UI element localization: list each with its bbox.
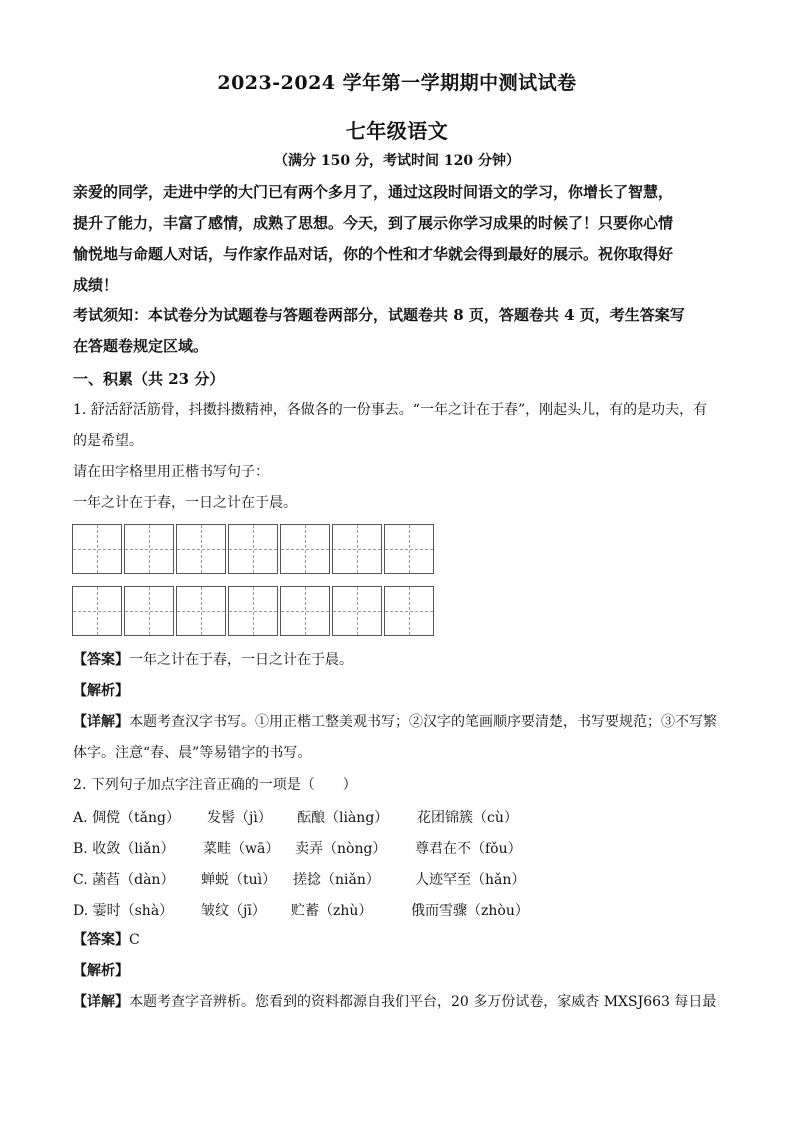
answer-text: 一年之计在于春，一日之计在于晨。 xyxy=(129,652,353,668)
q2-option-a-2: 发髻（jì） xyxy=(207,810,272,826)
detail-label: 【详解】 xyxy=(73,714,129,730)
intro-line-1: 亲爱的同学，走进中学的大门已有两个多月了，通过这段时间语文的学习，你增长了智慧， xyxy=(73,183,674,201)
grid-cell[interactable] xyxy=(332,524,382,574)
section-heading: 一、积累（共 23 分） xyxy=(73,370,225,388)
page-title: 2023-2024 学年第一学期期中测试试卷 xyxy=(217,72,577,94)
q2-option-b-1: B. 收敛（liǎn） xyxy=(73,841,175,857)
intro-line-4: 成绩！ xyxy=(73,276,119,294)
q2-analysis-label: 【解析】 xyxy=(73,963,129,979)
grid-cell[interactable] xyxy=(176,586,226,636)
q1-detail-line-2: 体字。注意“春、晨”等易错字的书写。 xyxy=(73,745,312,761)
grid-cell[interactable] xyxy=(124,524,174,574)
tianzige-row-2[interactable] xyxy=(72,586,436,636)
q2-option-a-1: A. 倜傥（tǎng） xyxy=(73,810,180,826)
grid-cell[interactable] xyxy=(228,586,278,636)
q1-stem-line-2: 的是希望。 xyxy=(73,433,143,449)
grid-cell[interactable] xyxy=(124,586,174,636)
grid-cell[interactable] xyxy=(384,524,434,574)
q2-option-b-3: 卖弄（nòng） xyxy=(295,841,387,857)
q2-option-b-4: 尊君在不（fǒu） xyxy=(415,841,522,857)
grid-cell[interactable] xyxy=(176,524,226,574)
grid-cell[interactable] xyxy=(332,586,382,636)
q2-option-c-4: 人迹罕至（hǎn） xyxy=(415,872,526,888)
q2-option-d-4: 俄而雪骤（zhòu） xyxy=(411,903,529,919)
q2-answer xyxy=(73,931,140,949)
exam-note: （满分 150 分，考试时间 120 分钟） xyxy=(274,153,520,169)
grid-cell[interactable] xyxy=(72,524,122,574)
grid-cell[interactable] xyxy=(228,524,278,574)
q2-option-a-4: 花团锦簇（cù） xyxy=(417,810,518,826)
q2-option-b-2: 菜畦（wā） xyxy=(203,841,280,857)
q1-stem-line-1: 1. 舒活舒活筋骨，抖擞抖擞精神，各做各的一份事去。“一年之计在于春”，刚起头儿，有的是功夫，有 xyxy=(73,402,708,418)
q1-analysis-label: 【解析】 xyxy=(73,683,129,699)
intro-line-2: 提升了能力，丰富了感情，成熟了思想。今天，到了展示你学习成果的时候了！只要你心情 xyxy=(73,214,674,232)
grid-cell[interactable] xyxy=(72,586,122,636)
q2-option-c-1: C. 菡萏（dàn） xyxy=(73,872,175,888)
answer-label: 【答案】 xyxy=(73,932,129,948)
q1-sentence: 一年之计在于春，一日之计在于晨。 xyxy=(73,495,297,511)
grid-cell[interactable] xyxy=(384,586,434,636)
detail-label: 【详解】 xyxy=(73,994,129,1010)
grid-cell[interactable] xyxy=(280,586,330,636)
page-subtitle: 七年级语文 xyxy=(345,119,449,143)
q1-instruction: 请在田字格里用正楷书写句子： xyxy=(73,464,269,480)
notice-line-1: 考试须知：本试卷分为试题卷与答题卷两部分，试题卷共 8 页，答题卷共 4 页，考生答案写 xyxy=(73,306,685,324)
q2-option-c-2: 蝉蜕（tuì） xyxy=(201,872,277,888)
detail-text: 本题考查汉字书写。①用正楷工整美观书写；②汉字的笔画顺序要清楚，书写要规范；③不写繁 xyxy=(129,714,717,730)
q2-option-d-3: 贮蓄（zhù） xyxy=(291,903,373,919)
grid-cell[interactable] xyxy=(280,524,330,574)
q1-detail-line-1 xyxy=(73,713,717,731)
answer-label: 【答案】 xyxy=(73,652,129,668)
q2-option-d-1: D. 霎时（shà） xyxy=(73,903,174,919)
intro-line-3: 愉悦地与命题人对话，与作家作品对话，你的个性和才华就会得到最好的展示。祝你取得好 xyxy=(73,245,674,263)
tianzige-row-1[interactable] xyxy=(72,524,436,574)
q1-answer xyxy=(73,651,353,669)
q2-stem: 2. 下列句子加点字注音正确的一项是（ ） xyxy=(73,777,357,793)
q2-option-a-3: 酝酿（liàng） xyxy=(297,810,389,826)
q2-option-c-3: 搓捻（niǎn） xyxy=(293,872,380,888)
q2-detail-line xyxy=(73,993,716,1011)
q2-option-d-2: 皱纹（jī） xyxy=(201,903,266,919)
detail-text: 本题考查字音辨析。您看到的资料都源自我们平台，20 多万份试卷，家威杏 MXSJ663 每日最 xyxy=(129,994,717,1010)
answer-text: C xyxy=(129,932,140,948)
notice-line-2: 在答题卷规定区域。 xyxy=(73,337,209,355)
